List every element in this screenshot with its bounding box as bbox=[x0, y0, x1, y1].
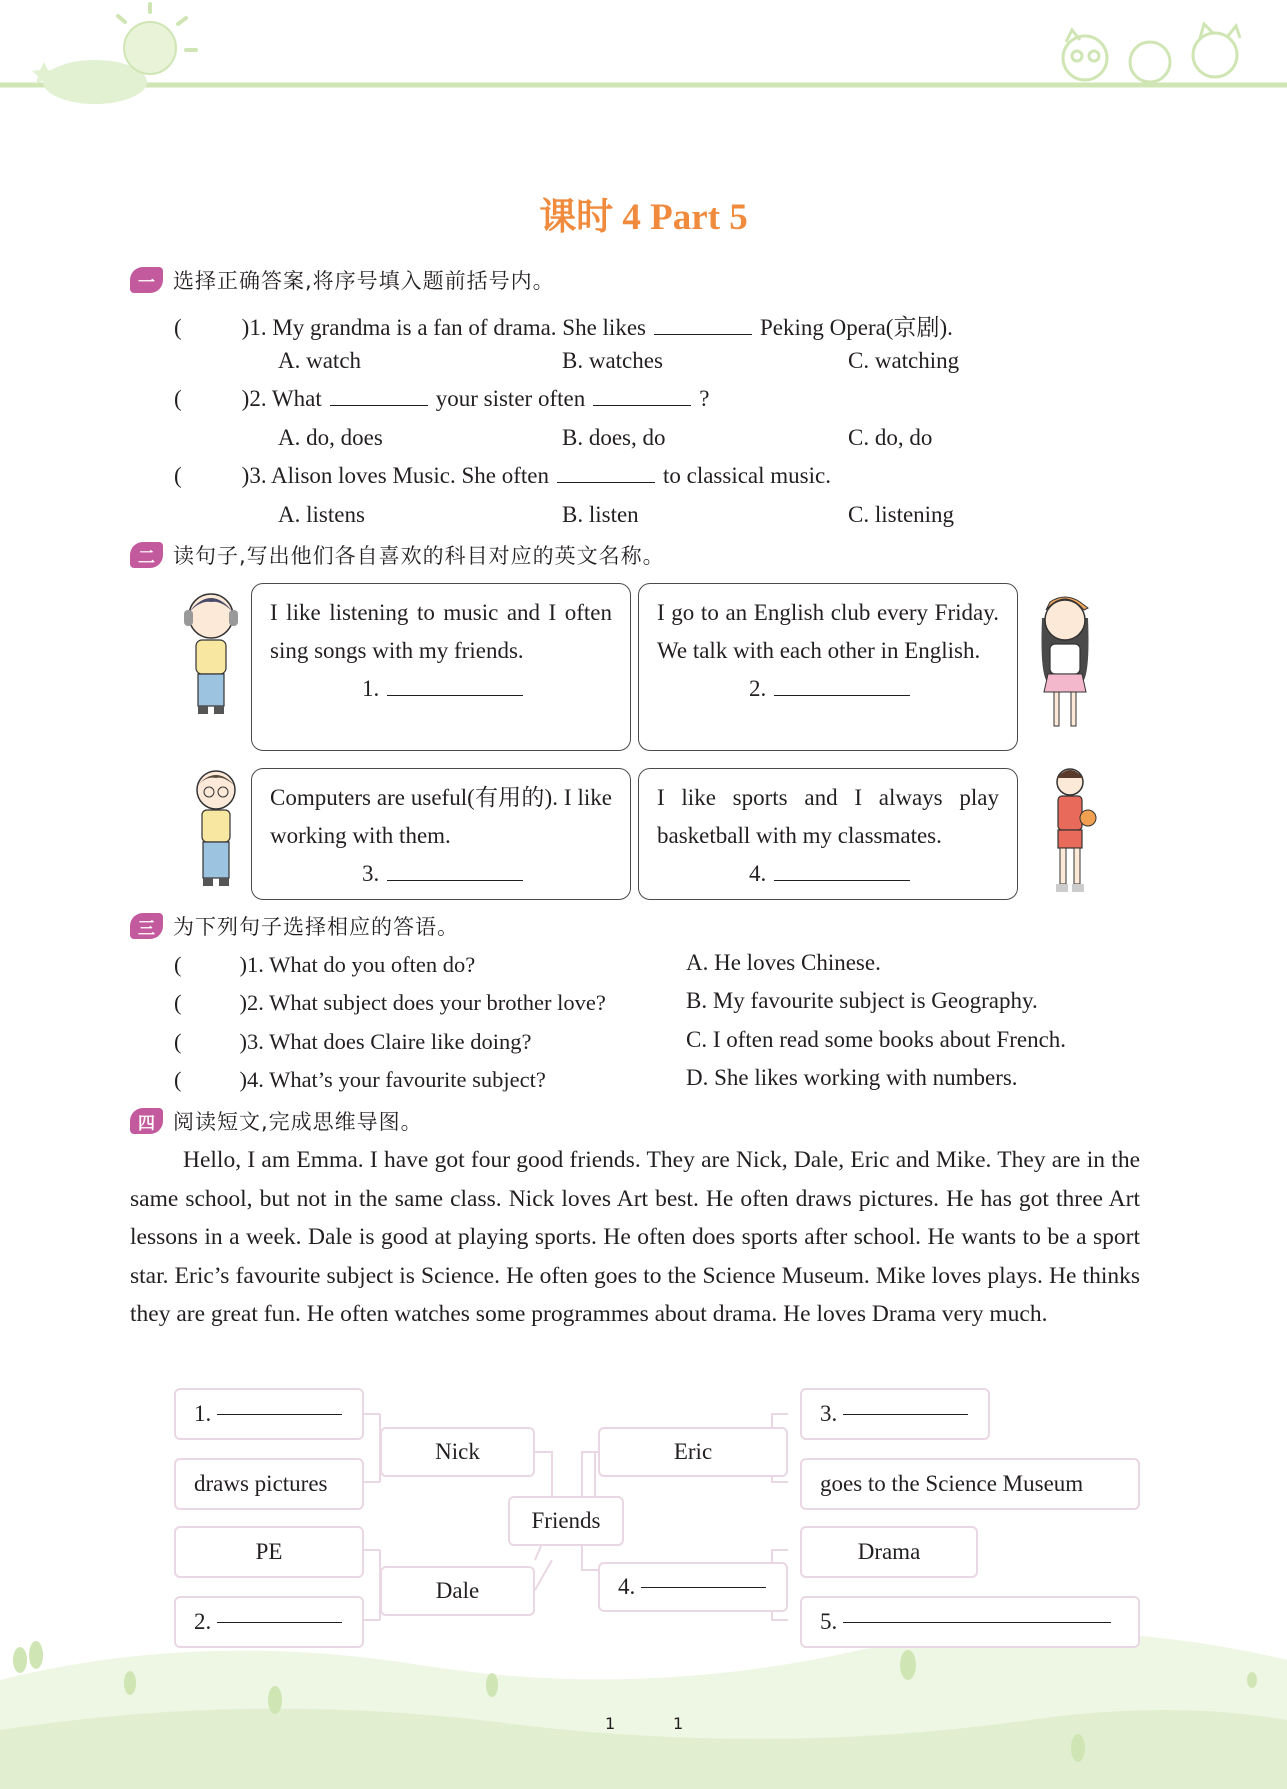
mindmap-science-museum: goes to the Science Museum bbox=[800, 1458, 1140, 1510]
card-answer-line[interactable]: 1. bbox=[270, 670, 612, 708]
page-number-left: 1 bbox=[605, 1714, 616, 1733]
question-row: ( )3. Alison loves Music. She often to classical music. bbox=[174, 463, 831, 488]
mindmap-blank-3[interactable]: 3. bbox=[800, 1388, 990, 1440]
section-2-instruction: 读句子,写出他们各自喜欢的科目对应的英文名称。 bbox=[173, 544, 665, 568]
section-4-badge: 四 bbox=[130, 1108, 163, 1134]
mindmap-blank-5[interactable]: 5. bbox=[800, 1596, 1140, 1648]
card-answer-line[interactable]: 4. bbox=[657, 855, 999, 893]
match-answer: B. My favourite subject is Geography. bbox=[686, 988, 1038, 1013]
card-text: I go to an English club every Friday. We talk with each other in English. bbox=[657, 600, 999, 663]
page-title: 课时 4 Part 5 bbox=[539, 197, 748, 238]
section-3-instruction: 为下列句子选择相应的答语。 bbox=[173, 915, 459, 939]
match-question: ( )2. What subject does your brother love? bbox=[174, 990, 606, 1015]
mindmap-center-friends: Friends bbox=[508, 1496, 624, 1546]
match-question: ( )4. What’s your favourite subject? bbox=[174, 1067, 546, 1092]
question-row: ( )1. My grandma is a fan of drama. She likes Peking Opera(京剧). bbox=[174, 315, 953, 340]
card-text: I like listening to music and I often sing songs with my friends. bbox=[270, 600, 612, 663]
question-row: ( )2. What your sister often ? bbox=[174, 386, 710, 411]
option: B. listen bbox=[562, 502, 639, 527]
section-2-badge: 二 bbox=[130, 542, 163, 568]
mindmap-blank-1[interactable]: 1. bbox=[174, 1388, 364, 1440]
card-text: I like sports and I always play basketball with my classmates. bbox=[657, 785, 999, 848]
mindmap-nick: Nick bbox=[380, 1427, 535, 1477]
option: C. listening bbox=[848, 502, 955, 527]
option: C. do, do bbox=[848, 425, 933, 450]
option: B. watches bbox=[562, 348, 663, 373]
option: A. listens bbox=[278, 502, 365, 527]
match-question: ( )3. What does Claire like doing? bbox=[174, 1029, 532, 1054]
mindmap-blank-4[interactable]: 4. bbox=[598, 1562, 788, 1612]
mindmap-blank-2[interactable]: 2. bbox=[174, 1596, 364, 1648]
mindmap-draws-pictures: draws pictures bbox=[174, 1458, 364, 1510]
match-answer: A. He loves Chinese. bbox=[686, 950, 881, 975]
option: A. do, does bbox=[278, 425, 383, 450]
option: A. watch bbox=[278, 348, 362, 373]
section-3-badge: 三 bbox=[130, 913, 163, 939]
page-number-right: 1 bbox=[673, 1714, 684, 1733]
section-1-badge: 一 bbox=[130, 267, 163, 293]
match-question: ( )1. What do you often do? bbox=[174, 952, 476, 977]
mindmap-dale: Dale bbox=[380, 1566, 535, 1616]
match-answer: C. I often read some books about French. bbox=[686, 1027, 1067, 1052]
section-4-instruction: 阅读短文,完成思维导图。 bbox=[173, 1110, 423, 1134]
mindmap-eric: Eric bbox=[598, 1427, 788, 1477]
card-text: Computers are useful(有用的). I like working with them. bbox=[270, 785, 612, 848]
mindmap-drama: Drama bbox=[800, 1526, 978, 1578]
card-answer-line[interactable]: 2. bbox=[657, 670, 999, 708]
match-answer: D. She likes working with numbers. bbox=[686, 1065, 1018, 1090]
mindmap-pe: PE bbox=[174, 1526, 364, 1578]
reading-passage: Hello, I am Emma. I have got four good friends. They are Nick, Dale, Eric and Mike. They are in the same school, but not in the same class. Nick loves Art best. He often draws pictures. He has got three Art lessons in a week. Dale is good at playing sports. He often does sports after school. He wants to be a sport star. Eric’s favourite subject is Science. He often goes to the Science Museum. Mike loves plays. He thinks they are great fun. He often watches some programmes about drama. He loves Drama very much. bbox=[130, 1147, 1140, 1328]
section-1-instruction: 选择正确答案,将序号填入题前括号内。 bbox=[173, 269, 555, 293]
option: C. watching bbox=[848, 348, 960, 373]
option: B. does, do bbox=[562, 425, 666, 450]
card-answer-line[interactable]: 3. bbox=[270, 855, 612, 893]
